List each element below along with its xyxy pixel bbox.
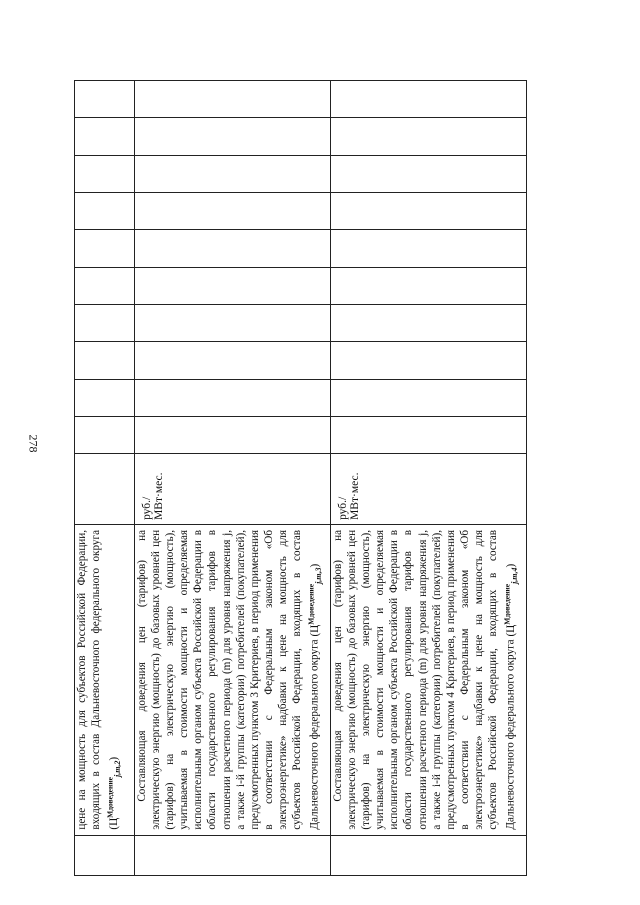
value-cell	[75, 267, 135, 304]
value-cell	[135, 118, 331, 155]
value-cell	[331, 193, 527, 230]
indicator-text: цене на мощность для субъектов Российской Федерации, входящих в состав Дальневосточного федерального округа	[76, 529, 103, 830]
value-cell	[135, 230, 331, 267]
value-cell	[135, 193, 331, 230]
value-cell	[75, 193, 135, 230]
value-cell	[135, 305, 331, 342]
unit-cell	[75, 454, 135, 525]
value-cell	[331, 416, 527, 453]
indicator-name-cell	[331, 524, 527, 835]
value-cell	[75, 416, 135, 453]
value-cell	[331, 230, 527, 267]
value-cell	[75, 230, 135, 267]
tariff-table	[74, 80, 527, 876]
value-cell	[135, 342, 331, 379]
value-cell	[75, 305, 135, 342]
indicator-text: Составляющая доведения цен (тарифов) на электрическую энергию (мощность) до базовых уровней цен (тарифов) на электрическую энергию (мощность), учитываемая в стоимости мощности и определяемая исполнительным органом субъекта Российской Федерации в области государственного регулирования тарифов в отношении расчетного периода (m) для уровня напряжения j, а также i-й группы (категории) потребителей (покупателей), предусмотренных пунктом 3 Критериев, в период применения в соответствии с Федеральным законом «Об электроэнергетике» надбавки к цене на мощность для субъектов Российской Федерации, входящих в состав Дальневосточного федерального округа	[136, 529, 321, 830]
value-cell	[331, 118, 527, 155]
unit-cell: руб./ МВт·мес.	[331, 454, 527, 525]
unit-cell: руб./ МВт·мес.	[135, 454, 331, 525]
value-cell	[135, 416, 331, 453]
value-cell	[75, 155, 135, 192]
table-cell	[75, 835, 135, 875]
table-row	[75, 81, 135, 876]
value-cell	[331, 81, 527, 118]
table-row	[135, 81, 331, 876]
value-cell	[75, 118, 135, 155]
table-row	[331, 81, 527, 876]
indicator-text: Составляющая доведения цен (тарифов) на электрическую энергию (мощность) до базовых уровней цен (тарифов) на электрическую энергию (мощность), учитываемая в стоимости мощности и определяемая исполнительным органом субъекта Российской Федерации в области государственного регулирования тарифов в отношении расчетного периода (m) для уровня напряжения j, а также i-й группы (категории) потребителей (покупателей), предусмотренных пунктом 4 Критериев, в период применения в соответствии с Федеральным законом «Об электроэнергетике» надбавки к цене на мощность для субъектов Российской Федерации, входящих в состав Дальневосточного федерального округа	[332, 529, 517, 830]
indicator-symbol: $(Ц^{Мдоведение}_{j,m,3})$	[306, 563, 324, 637]
table-cell	[331, 835, 527, 875]
indicator-symbol: $(Ц^{Мдоведение}_{j,m,2})$	[105, 756, 123, 830]
value-cell	[331, 155, 527, 192]
value-cell	[75, 81, 135, 118]
value-cell	[135, 267, 331, 304]
value-cell	[135, 81, 331, 118]
value-cell	[135, 155, 331, 192]
value-cell	[75, 342, 135, 379]
page-number: 278	[26, 434, 41, 453]
value-cell	[135, 379, 331, 416]
rotated-table-wrapper	[74, 80, 526, 876]
value-cell	[331, 305, 527, 342]
value-cell	[75, 379, 135, 416]
indicator-symbol: $(Ц^{Мдоведение}_{j,m,4})$	[502, 563, 520, 637]
indicator-name-cell	[135, 524, 331, 835]
value-cell	[331, 379, 527, 416]
table-cell	[135, 835, 331, 875]
indicator-name-cell	[75, 524, 135, 835]
value-cell	[331, 267, 527, 304]
value-cell	[331, 342, 527, 379]
